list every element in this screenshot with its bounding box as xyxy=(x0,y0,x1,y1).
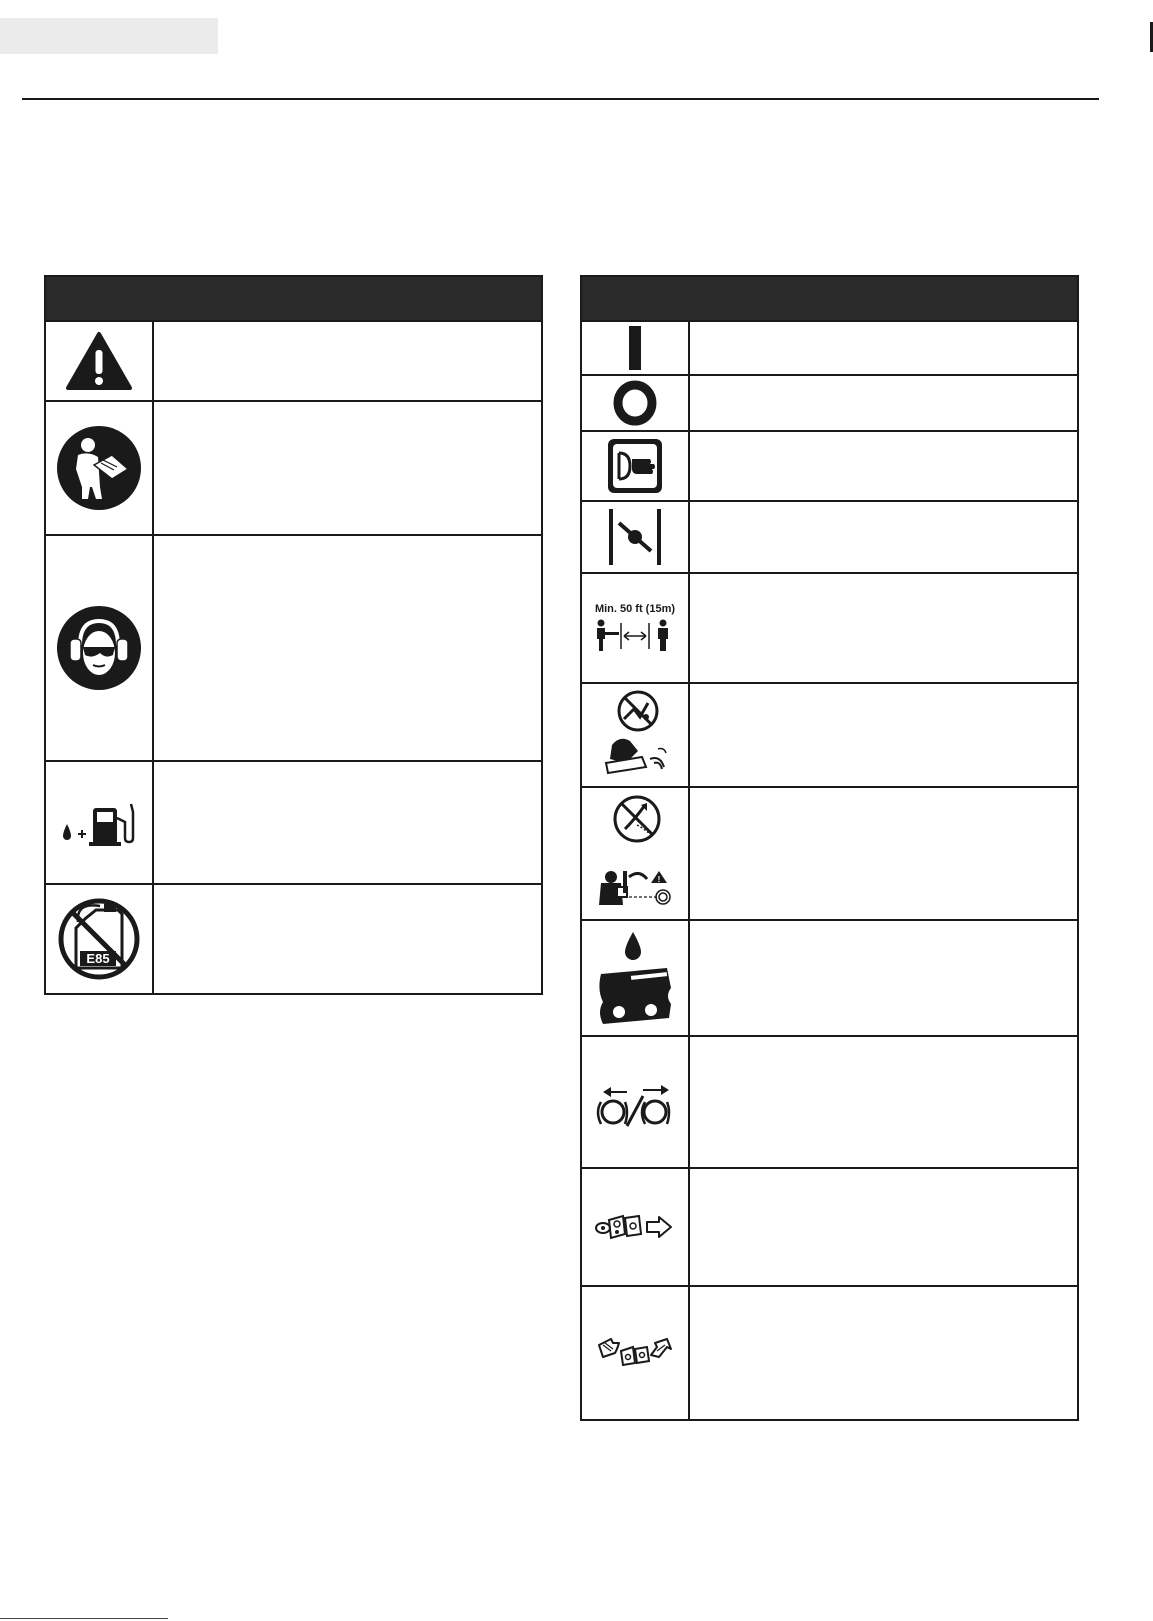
row-description xyxy=(689,683,1078,787)
row-description xyxy=(689,1036,1078,1168)
row-description xyxy=(689,431,1078,501)
table-row xyxy=(581,1036,1078,1168)
table-header xyxy=(581,276,1078,321)
row-description xyxy=(153,321,542,401)
row-description xyxy=(153,535,542,761)
row-description xyxy=(689,501,1078,573)
table-row xyxy=(581,321,1078,375)
table-row xyxy=(581,920,1078,1036)
table-row xyxy=(581,787,1078,920)
read-manual-icon xyxy=(56,425,142,511)
eye-ear-protection-icon xyxy=(56,605,142,691)
table-row xyxy=(45,884,542,994)
svg-text:!: ! xyxy=(657,874,661,884)
keep-distance-icon xyxy=(593,619,677,653)
kickback-contact-icon xyxy=(595,795,675,913)
table-header xyxy=(45,276,542,321)
table-row xyxy=(45,761,542,884)
row-description xyxy=(689,1168,1078,1286)
safety-symbols-table-right xyxy=(580,275,1079,1421)
table-row xyxy=(581,431,1078,501)
row-description xyxy=(689,375,1078,431)
table-row xyxy=(581,1168,1078,1286)
chain-direction-icon xyxy=(593,1210,677,1244)
table-row xyxy=(581,501,1078,573)
table-row xyxy=(581,375,1078,431)
safety-symbols-table-left xyxy=(44,275,543,995)
chain-brake-icon xyxy=(593,1074,677,1130)
row-description xyxy=(689,573,1078,683)
row-description xyxy=(689,920,1078,1036)
primer-bulb-icon xyxy=(606,437,664,495)
footer-line xyxy=(0,1618,168,1619)
table-row xyxy=(45,401,542,535)
distance-label: Min. 50 ft (15m) xyxy=(594,603,676,615)
choke-icon xyxy=(605,507,665,567)
table-row xyxy=(45,535,542,761)
table-row xyxy=(581,573,1078,683)
chain-oil-icon xyxy=(595,928,675,1028)
row-description xyxy=(153,401,542,535)
off-switch-icon xyxy=(612,380,658,426)
svg-text:E85: E85 xyxy=(86,951,110,966)
chain-sharpen-icon xyxy=(595,1335,675,1371)
header-rule xyxy=(22,98,1099,100)
fuel-mix-icon xyxy=(57,798,141,848)
table-row xyxy=(581,1286,1078,1420)
on-switch-icon xyxy=(625,324,645,372)
page-header-tab xyxy=(0,18,218,54)
kickback-warning-icon xyxy=(598,689,672,781)
no-e85-icon xyxy=(56,896,142,982)
row-description xyxy=(153,761,542,884)
row-description xyxy=(689,787,1078,920)
table-row xyxy=(581,683,1078,787)
row-description xyxy=(153,884,542,994)
table-row xyxy=(45,321,542,401)
row-description xyxy=(689,321,1078,375)
row-description xyxy=(689,1286,1078,1420)
warning-triangle-icon xyxy=(65,331,133,391)
